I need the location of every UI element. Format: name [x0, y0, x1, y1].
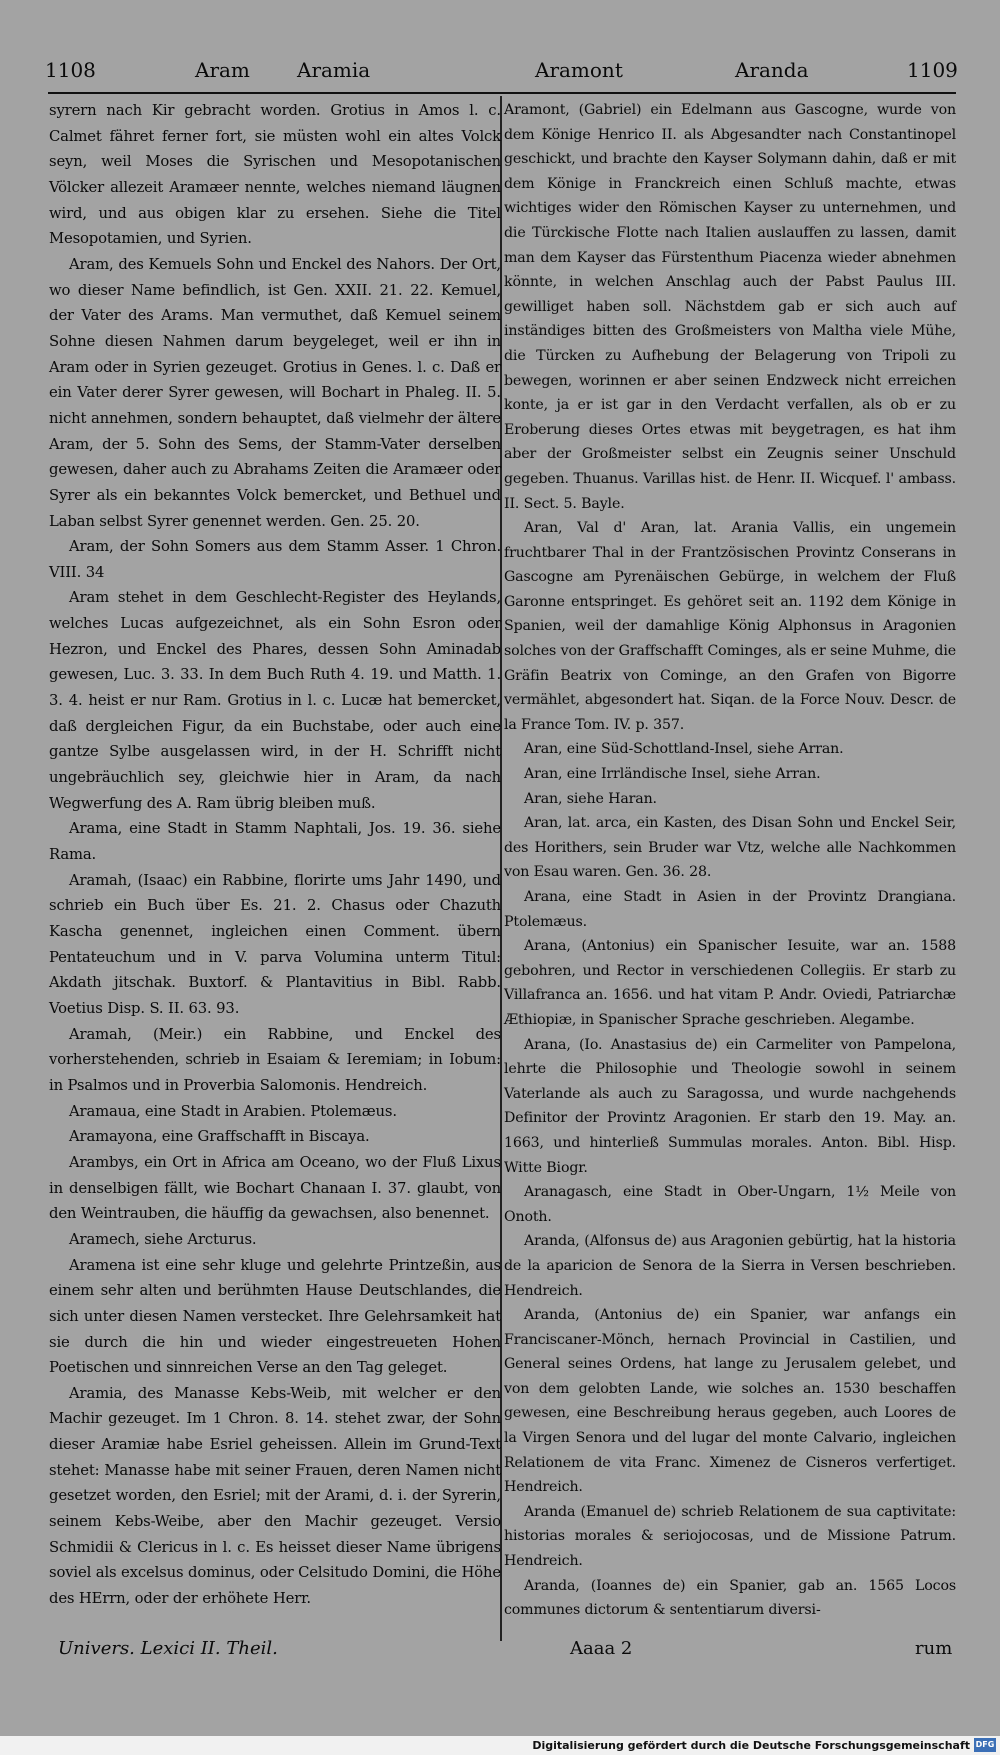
page-number-left: 1108: [45, 58, 96, 82]
lexicon-entry: Aranagasch, eine Stadt in Ober-Ungarn, 1½ Meile von Onoth.: [504, 1184, 956, 1225]
catchword: rum: [915, 1638, 953, 1659]
lexicon-entry: Arana, eine Stadt in Asien in der Provintz Drangiana. Ptolemæus.: [504, 889, 956, 930]
lexicon-entry: Aran, Val d' Aran, lat. Arania Vallis, ein ungemein fruchtbarer Thal in der Frantzösischen Provintz Conserans in Gascogne am Pyrenäischen Gebürge, in welchem der Fluß Garonne entspringet. Es gehöret seit an. 1192 dem Könige in Spanien, weil der damahlige König Alphonsus in Aragonien solches von der Graffschafft Cominges, als er seine Muhme, die Gräfin Beatrix von Cominge, an den Grafen von Bigorre vermählet, abgesondert hat. Siqan. de la Force Nouv. Descr. de la France Tom. IV. p. 357.: [504, 520, 956, 733]
volume-signature: Univers. Lexici II. Theil.: [58, 1638, 278, 1659]
header-keyword-left-2: Aramia: [297, 58, 371, 82]
credit-text: Digitalisierung gefördert durch die Deutsche Forschungsgemeinschaft: [532, 1739, 970, 1752]
digitization-credit-bar: [0, 1736, 1000, 1755]
lexicon-entry: Arana, (Antonius) ein Spanischer Iesuite, war an. 1588 gebohren, und Rector in verschiedenen Collegiis. Er starb zu Villafranca an. 1656. und hat vitam P. Andr. Oviedi, Patriarchæ Æthiopiæ, in Spanischer Sprache geschrieben. Alegambe.: [504, 938, 956, 1028]
lexicon-entry: Aramaua, eine Stadt in Arabien. Ptolemæus.: [69, 1102, 397, 1120]
right-column: [504, 98, 956, 1623]
lexicon-entry: Arama, eine Stadt in Stamm Naphtali, Jos. 19. 36. siehe Rama.: [49, 820, 501, 864]
lexicon-entry: Aram, des Kemuels Sohn und Enckel des Nahors. Der Ort, wo dieser Name befindlich, ist Gen. XXII. 21. 22. Kemuel, der Vater des Arams. Man vermuthet, daß Kemuel seinem Sohne diesen Nahmen darum beygeleget, weil er ihn in Aram oder in Syrien gezeuget. Grotius in Genes. l. c. Daß er ein Vater derer Syrer gewesen, will Bochart in Phaleg. II. 5. nicht annehmen, sondern behauptet, daß vielmehr der ältere Aram, der 5. Sohn des Sems, der Stamm-Vater derselben gewesen, daher auch zu Abrahams Zeiten die Aramæer oder Syrer als ein bekanntes Volck bemercket, und Bethuel und Laban selbst Syrer genennet werden. Gen. 25. 20.: [49, 255, 501, 530]
header-rule: [48, 92, 956, 94]
running-header: [45, 58, 958, 92]
lexicon-entry: Aramont, (Gabriel) ein Edelmann aus Gascogne, wurde von dem Könige Henrico II. als Abgesandter nach Constantinopel geschickt, und brachte den Kayser Solymann dahin, daß er mit dem Könige in Franckreich einen Schluß machte, etwas wichtiges wider den Römischen Kayser zu unternehmen, und die Türckische Flotte nach Italien auslauffen zu lassen, damit man dem Kayser das Fürstenthum Piacenza wieder abnehmen könnte, in welchen Anschlag auch der Pabst Paulus III. gewilliget haben soll. Nächstdem gab er sich auch auf inständiges bitten des Großmeisters von Maltha viele Mühe, die Türcken zu Aufhebung der Belagerung von Tripoli zu bewegen, worinnen er aber seinen Endzweck nicht erreichen konte, ja er ist gar in den Verdacht verfallen, als ob er zu Eroberung dieses Ortes etwas mit beygetragen, es hat ihm aber der Großmeister selbst ein Zeugnis seiner Unschuld gegeben. Thuanus. Varillas hist. de Henr. II. Wicquef. l' ambass. II. Sect. 5. Bayle.: [504, 102, 956, 512]
lexicon-entry: Aran, eine Irrländische Insel, siehe Arran.: [524, 766, 821, 783]
lexicon-entry: Aramayona, eine Graffschafft in Biscaya.: [69, 1128, 370, 1146]
lexicon-entry: syrern nach Kir gebracht worden. Grotius in Amos l. c. Calmet fähret ferner fort, sie müsten wohl ein altes Volck seyn, weil Moses die Syrischen und Mesopotanischen Völcker allezeit Aramæer nennte, welches niemand läugnen wird, und aus obigen klar zu ersehen. Siehe die Titel Mesopotamien, und Syrien.: [49, 102, 501, 248]
header-keyword-right-2: Aranda: [735, 58, 809, 82]
lexicon-entry: Aramia, des Manasse Kebs-Weib, mit welcher er den Machir gezeuget. Im 1 Chron. 8. 14. stehet zwar, der Sohn dieser Aramiæ habe Esriel geheissen. Allein im Grund-Text stehet: Manasse habe mit seiner Frauen, deren Namen nicht gesetzet worden, den Esriel; mit der Arami, d. i. der Syrerin, seinem Kebs-Weibe, aber den Machir gezeuget. Versio Schmidii & Clericus in l. c. Es heisset dieser Name übrigens soviel als excelsus dominus, oder Celsitudo Domini, die Höhe des HErrn, oder der erhöhete Herr.: [49, 1384, 501, 1608]
lexicon-entry: Aran, eine Süd-Schottland-Insel, siehe Arran.: [524, 741, 844, 758]
lexicon-entry: Aramena ist eine sehr kluge und gelehrte Printzeßin, aus einem sehr alten und berühmten Hause Deutschlandes, die sich unter diesen Namen verstecket. Ihre Gelehrsamkeit hat sie durch die hin und wieder eingestreueten Hohen Poetischen und sinnreichen Verse an den Tag geleget.: [49, 1256, 501, 1377]
lexicon-entry: Arana, (Io. Anastasius de) ein Carmeliter von Pampelona, lehrte die Philosophie und Theologie sowohl in seinem Vaterlande als auch zu Saragossa, und wurde nachgehends Definitor der Provintz Aragonien. Er starb den 19. May. an. 1663, und hinterließ Summulas morales. Anton. Bibl. Hisp. Witte Biogr.: [504, 1036, 956, 1176]
left-column: [49, 98, 501, 1612]
lexicon-entry: Aram stehet in dem Geschlecht-Register des Heylands, welches Lucas aufgezeichnet, als ein Sohn Esron oder Hezron, und Enckel des Phares, dessen Sohn Aminadab gewesen, Luc. 3. 33. In dem Buch Ruth 4. 19. und Matth. 1. 3. 4. heist er nur Ram. Grotius in l. c. Lucæ hat bemercket, daß dergleichen Figur, da ein Buchstabe, oder auch eine gantze Sylbe ausgelassen wird, in der H. Schrifft nicht ungebräuchlich sey, gleichwie hier in Aram, da nach Wegwerfung des A. Ram übrig bleiben muß.: [49, 589, 501, 812]
page-number-right: 1109: [907, 58, 958, 82]
lexicon-entry: Aranda, (Ioannes de) ein Spanier, gab an. 1565 Locos communes dictorum & sententiarum diversi-: [504, 1577, 956, 1619]
lexicon-entry: Aramech, siehe Arcturus.: [69, 1230, 257, 1248]
lexicon-entry: Aranda, (Alfonsus de) aus Aragonien gebürtig, hat la historia de la aparicion de Senora de la Sierra in Versen beschrieben. Hendreich.: [504, 1233, 956, 1299]
header-keyword-right-1: Aramont: [535, 58, 623, 82]
page-footer: [45, 1638, 955, 1668]
lexicon-entry: Aran, siehe Haran.: [524, 790, 657, 807]
dfg-logo-icon: DFG: [974, 1738, 996, 1752]
sheet-signature: Aaaa 2: [570, 1638, 633, 1659]
lexicon-entry: Aramah, (Isaac) ein Rabbine, florirte ums Jahr 1490, und schrieb ein Buch über Es. 21. 2. Chasus oder Chazuth Kascha genennet, ingleichen einen Comment. übern Pentateuchum und in V. parva Volumina unterm Titul: Akdath jitschak. Buxtorf. & Plantavitius in Bibl. Rabb. Voetius Disp. S. II. 63. 93.: [49, 871, 501, 1017]
lexicon-entry: Aramah, (Meir.) ein Rabbine, und Enckel des vorherstehenden, schrieb in Esaiam & Ieremiam; in Iobum: in Psalmos und in Proverbia Salomonis. Hendreich.: [49, 1025, 501, 1094]
lexicon-entry: Aram, der Sohn Somers aus dem Stamm Asser. 1 Chron. VIII. 34: [49, 538, 501, 581]
lexicon-entry: Aranda, (Antonius de) ein Spanier, war anfangs ein Franciscaner-Mönch, hernach Provincial in Castilien, und General seines Ordens, hat lange zu Jerusalem gelebet, und von dem gelobten Lande, wie solches an. 1530 beschaffen gewesen, eine Beschreibung heraus gegeben, auch Loores de la Virgen Senora und del lugar del monte Calvario, ingleichen Relationem de vita Franc. Ximenez de Cisneros verfertiget. Hendreich.: [504, 1307, 956, 1496]
lexicon-entry: Arambys, ein Ort in Africa am Oceano, wo der Fluß Lixus in denselbigen fällt, wie Bochart Chanaan I. 37. glaubt, von den Weintrauben, die häuffig da gewachsen, also benennet.: [49, 1153, 501, 1223]
lexicon-entry: Aranda (Emanuel de) schrieb Relationem de sua captivitate: historias morales & seriojocosas, und de Missione Patrum. Hendreich.: [504, 1503, 956, 1570]
lexicon-entry: Aran, lat. arca, ein Kasten, des Disan Sohn und Enckel Seir, des Horithers, sein Bruder war Vtz, welche alle Nachkommen von Esau waren. Gen. 36. 28.: [504, 815, 956, 881]
header-keyword-left-1: Aram: [195, 58, 250, 82]
